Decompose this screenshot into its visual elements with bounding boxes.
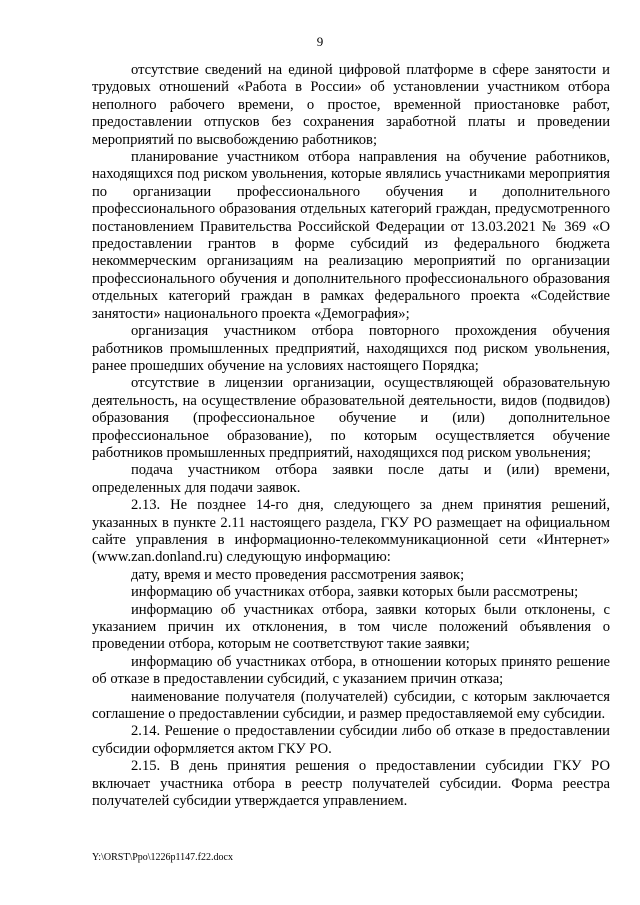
paragraph: планирование участником отбора направления на обучение работников, находящихся под риском увольнения, которые являлись участниками мероприятия по организации профессионального обучения и дополнительного профессионального образования отдельных категорий граждан, предусмотренного постановлением Правительства Российской Федерации от 13.03.2021 № 369 «О предоставлении грантов в форме субсидий из федерального бюджета некоммерческим организациям на реализацию мероприятий по организации профессионального обучения и дополнительного профессионального образования отдельных категорий граждан в рамках федерального проекта «Содействие занятости» национального проекта «Демография»; (92, 149, 610, 322)
paragraph: информацию об участниках отбора, в отношении которых принято решение об отказе в предоставлении субсидий, с указанием причин отказа; (92, 653, 610, 688)
page-number: 9 (316, 34, 324, 49)
paragraph: дату, время и место проведения рассмотрения заявок; (131, 566, 465, 583)
paragraph: наименование получателя (получателей) субсидии, с которым заключается соглашение о предоставлении субсидии, и размер предоставляемой ему субсидии. (92, 688, 610, 723)
paragraph: 2.14. Решение о предоставлении субсидии либо об отказе в предоставлении субсидии оформляется актом ГКУ РО. (92, 723, 610, 757)
paragraph: отсутствие сведений на единой цифровой платформе в сфере занятости и трудовых отношений «Работа в России» об установлении участником отбора неполного рабочего времени, о простое, временной приостановке работ, предоставлении отпусков без сохранения заработной платы и проведении мероприятий по высвобождению работников; (92, 62, 610, 148)
footer-file-path: Y:\ORST\Ppo\1226p1147.f22.docx (92, 852, 233, 863)
paragraph: подача участником отбора заявки после даты и (или) времени, определенных для подачи заявок. (92, 462, 610, 496)
paragraph: 2.13. Не позднее 14-го дня, следующего за днем принятия решений, указанных в пункте 2.11 настоящего раздела, ГКУ РО размещает на официальном сайте управления в информационно-телекоммуникационной сети «Интернет» (www.zan.donland.ru) следующую информацию: (92, 497, 610, 566)
paragraph: 2.15. В день принятия решения о предоставлении субсидии ГКУ РО включает участника отбора в реестр получателей субсидии. Форма реестра получателей субсидии утверждается управлением. (92, 758, 610, 810)
paragraph: отсутствие в лицензии организации, осуществляющей образовательную деятельность, на осуществление образовательной деятельности, видов (подвидов) образования (профессиональное обучение и (или) дополнительное профессиональное образование), по которым осуществляется обучение работников промышленных предприятий, находящихся под риском увольнения; (92, 375, 610, 461)
paragraph: информацию об участниках отбора, заявки которых были отклонены, с указанием причин их отклонения, в том числе положений объявления о проведении отбора, которым не соответствуют такие заявки; (92, 601, 610, 653)
paragraph: информацию об участниках отбора, заявки которых были рассмотрены; (131, 584, 579, 601)
document-body (92, 62, 610, 810)
paragraph: организация участником отбора повторного прохождения обучения работников промышленных предприятий, находящихся под риском увольнения, ранее прошедших обучение на условиях настоящего Порядка; (92, 323, 610, 374)
